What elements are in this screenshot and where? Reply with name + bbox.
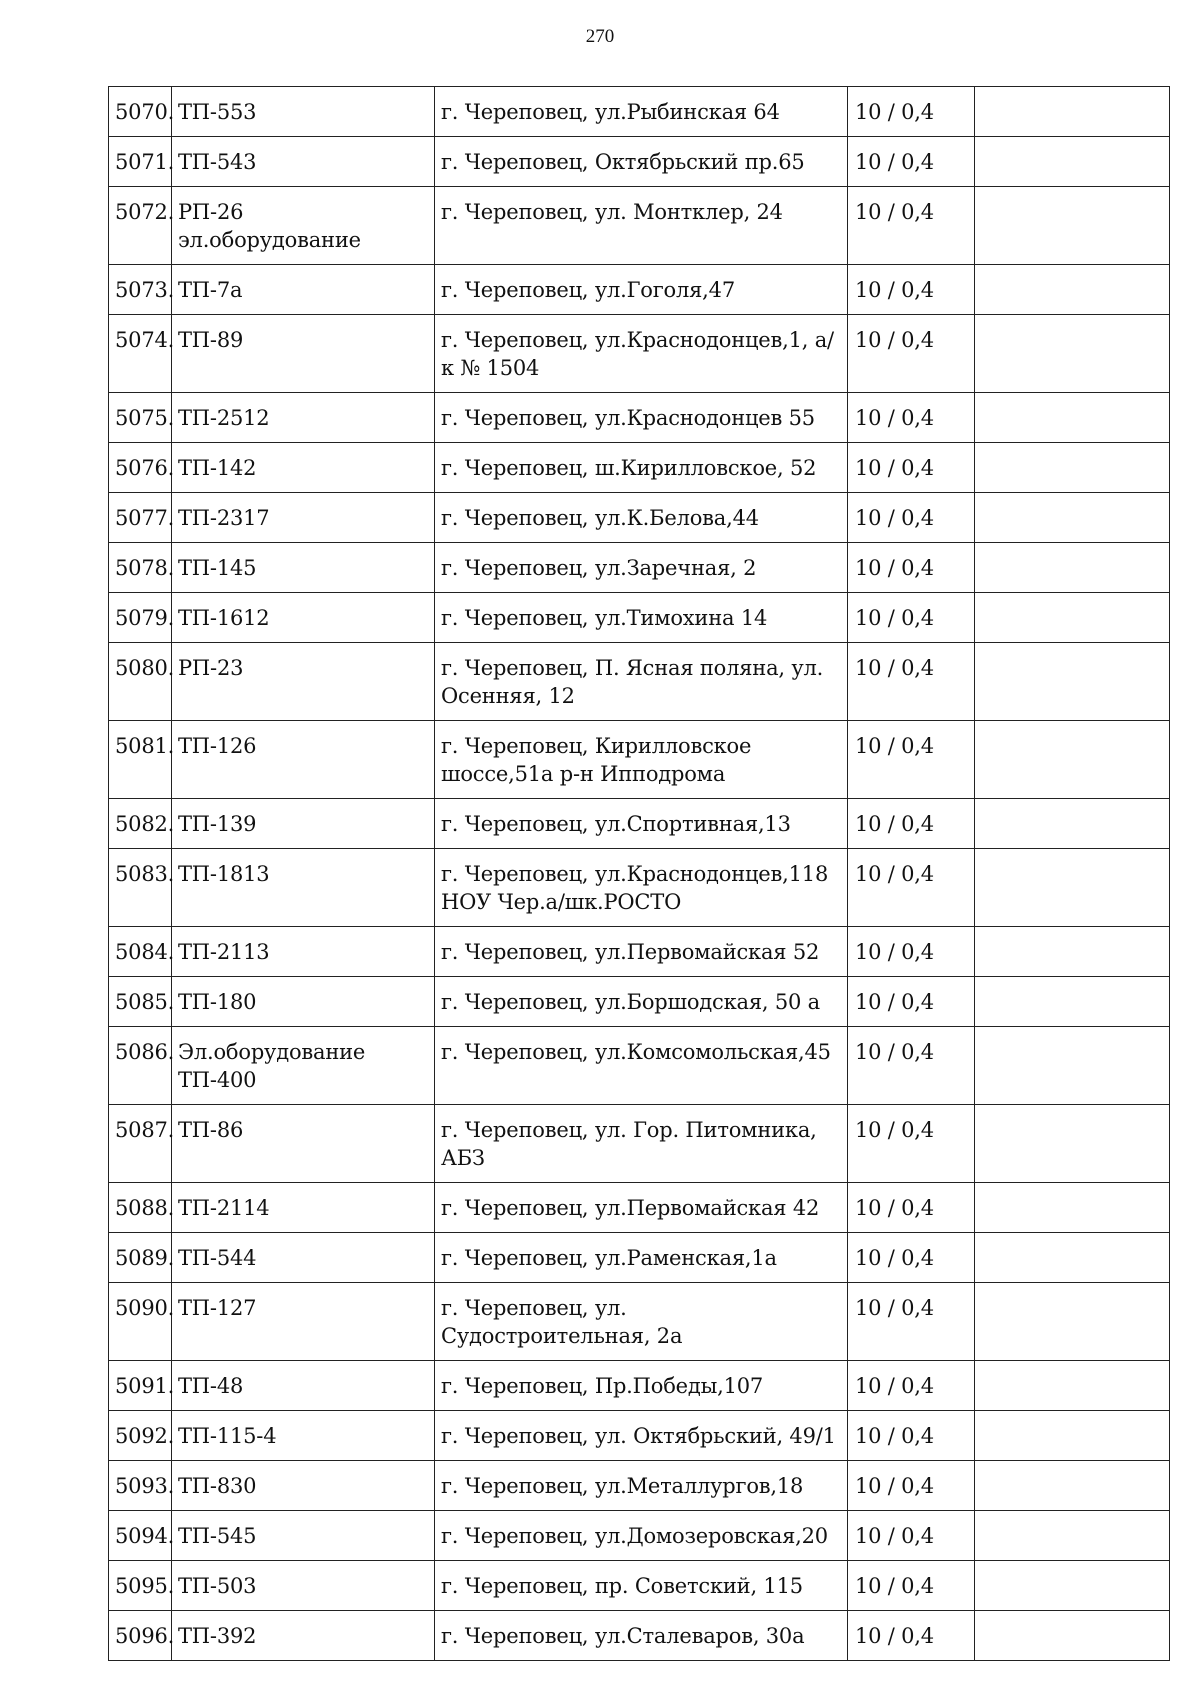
object-name-cell: ТП-1813 (172, 849, 435, 927)
object-name-cell: ТП-89 (172, 315, 435, 393)
table-row (109, 643, 1170, 721)
table-row (109, 1461, 1170, 1511)
voltage-cell: 10 / 0,4 (848, 1611, 975, 1661)
table-row (109, 1511, 1170, 1561)
row-number-cell: 5089. (109, 1233, 172, 1283)
row-number-cell: 5081. (109, 721, 172, 799)
voltage-cell: 10 / 0,4 (848, 443, 975, 493)
row-number-cell: 5090. (109, 1283, 172, 1361)
address-cell: г. Череповец, ул.Рыбинская 64 (435, 87, 848, 137)
table-row (109, 849, 1170, 927)
notes-cell (975, 1027, 1170, 1105)
address-cell: г. Череповец, ул.Гоголя,47 (435, 265, 848, 315)
row-number-cell: 5088. (109, 1183, 172, 1233)
row-number-cell: 5078. (109, 543, 172, 593)
page-number: 270 (585, 26, 615, 47)
notes-cell (975, 1361, 1170, 1411)
row-number-cell: 5091. (109, 1361, 172, 1411)
address-cell: г. Череповец, Пр.Победы,107 (435, 1361, 848, 1411)
address-cell: г. Череповец, ул.К.Белова,44 (435, 493, 848, 543)
notes-cell (975, 1283, 1170, 1361)
address-cell: г. Череповец, ул.Комсомольская,45 (435, 1027, 848, 1105)
voltage-cell: 10 / 0,4 (848, 543, 975, 593)
table-row (109, 1027, 1170, 1105)
voltage-cell: 10 / 0,4 (848, 1233, 975, 1283)
row-number-cell: 5084. (109, 927, 172, 977)
voltage-cell: 10 / 0,4 (848, 493, 975, 543)
address-cell: г. Череповец, ул. Гор. Питомника, АБЗ (435, 1105, 848, 1183)
notes-cell (975, 493, 1170, 543)
notes-cell (975, 1511, 1170, 1561)
object-name-cell: ТП-503 (172, 1561, 435, 1611)
table-row (109, 315, 1170, 393)
table-row (109, 443, 1170, 493)
voltage-cell: 10 / 0,4 (848, 1283, 975, 1361)
row-number-cell: 5075. (109, 393, 172, 443)
voltage-cell: 10 / 0,4 (848, 87, 975, 137)
object-name-cell: ТП-139 (172, 799, 435, 849)
object-name-cell: ТП-127 (172, 1283, 435, 1361)
row-number-cell: 5086. (109, 1027, 172, 1105)
object-name-cell: ТП-544 (172, 1233, 435, 1283)
object-name-cell: ТП-545 (172, 1511, 435, 1561)
voltage-cell: 10 / 0,4 (848, 1461, 975, 1511)
object-name-cell: ТП-553 (172, 87, 435, 137)
row-number-cell: 5096. (109, 1611, 172, 1661)
object-name-cell: ТП-392 (172, 1611, 435, 1661)
notes-cell (975, 593, 1170, 643)
address-cell: г. Череповец, ул.Краснодонцев,118 НОУ Чер.а/шк.РОСТО (435, 849, 848, 927)
object-name-cell: ТП-543 (172, 137, 435, 187)
address-cell: г. Череповец, ул.Сталеваров, 30а (435, 1611, 848, 1661)
voltage-cell: 10 / 0,4 (848, 1511, 975, 1561)
address-cell: г. Череповец, ул.Спортивная,13 (435, 799, 848, 849)
table-row (109, 87, 1170, 137)
voltage-cell: 10 / 0,4 (848, 1361, 975, 1411)
table-row (109, 493, 1170, 543)
notes-cell (975, 315, 1170, 393)
table-row (109, 799, 1170, 849)
row-number-cell: 5077. (109, 493, 172, 543)
notes-cell (975, 721, 1170, 799)
notes-cell (975, 187, 1170, 265)
row-number-cell: 5072. (109, 187, 172, 265)
object-name-cell: Эл.оборудование ТП-400 (172, 1027, 435, 1105)
voltage-cell: 10 / 0,4 (848, 137, 975, 187)
notes-cell (975, 643, 1170, 721)
object-name-cell: ТП-126 (172, 721, 435, 799)
object-name-cell: ТП-2512 (172, 393, 435, 443)
notes-cell (975, 137, 1170, 187)
voltage-cell: 10 / 0,4 (848, 643, 975, 721)
row-number-cell: 5083. (109, 849, 172, 927)
table-row (109, 393, 1170, 443)
notes-cell (975, 799, 1170, 849)
table-row (109, 593, 1170, 643)
voltage-cell: 10 / 0,4 (848, 593, 975, 643)
row-number-cell: 5095. (109, 1561, 172, 1611)
voltage-cell: 10 / 0,4 (848, 927, 975, 977)
notes-cell (975, 1411, 1170, 1461)
address-cell: г. Череповец, ул. Судостроительная, 2а (435, 1283, 848, 1361)
object-name-cell: ТП-2317 (172, 493, 435, 543)
table-row (109, 977, 1170, 1027)
address-cell: г. Череповец, ул.Краснодонцев 55 (435, 393, 848, 443)
property-register-table (108, 86, 1170, 1661)
object-name-cell: ТП-830 (172, 1461, 435, 1511)
object-name-cell: ТП-7а (172, 265, 435, 315)
notes-cell (975, 927, 1170, 977)
address-cell: г. Череповец, ул.Раменская,1а (435, 1233, 848, 1283)
row-number-cell: 5079. (109, 593, 172, 643)
notes-cell (975, 1233, 1170, 1283)
object-name-cell: РП-26 эл.оборудование (172, 187, 435, 265)
table-row (109, 137, 1170, 187)
voltage-cell: 10 / 0,4 (848, 393, 975, 443)
address-cell: г. Череповец, ул.Домозеровская,20 (435, 1511, 848, 1561)
notes-cell (975, 543, 1170, 593)
voltage-cell: 10 / 0,4 (848, 1411, 975, 1461)
voltage-cell: 10 / 0,4 (848, 187, 975, 265)
notes-cell (975, 1461, 1170, 1511)
voltage-cell: 10 / 0,4 (848, 1105, 975, 1183)
notes-cell (975, 443, 1170, 493)
address-cell: г. Череповец, ул. Октябрьский, 49/1 (435, 1411, 848, 1461)
row-number-cell: 5076. (109, 443, 172, 493)
address-cell: г. Череповец, Кирилловское шоссе,51а р-н Ипподрома (435, 721, 848, 799)
voltage-cell: 10 / 0,4 (848, 849, 975, 927)
row-number-cell: 5087. (109, 1105, 172, 1183)
address-cell: г. Череповец, ул.Краснодонцев,1, а/к № 1504 (435, 315, 848, 393)
notes-cell (975, 393, 1170, 443)
table-row (109, 927, 1170, 977)
address-cell: г. Череповец, Октябрьский пр.65 (435, 137, 848, 187)
register-table-body (109, 87, 1170, 1661)
notes-cell (975, 977, 1170, 1027)
address-cell: г. Череповец, пр. Советский, 115 (435, 1561, 848, 1611)
address-cell: г. Череповец, ул.Металлургов,18 (435, 1461, 848, 1511)
object-name-cell: ТП-142 (172, 443, 435, 493)
notes-cell (975, 1105, 1170, 1183)
voltage-cell: 10 / 0,4 (848, 1561, 975, 1611)
table-row (109, 721, 1170, 799)
table-row (109, 543, 1170, 593)
object-name-cell: ТП-86 (172, 1105, 435, 1183)
object-name-cell: ТП-48 (172, 1361, 435, 1411)
voltage-cell: 10 / 0,4 (848, 265, 975, 315)
object-name-cell: ТП-2113 (172, 927, 435, 977)
notes-cell (975, 1611, 1170, 1661)
table-row (109, 1183, 1170, 1233)
object-name-cell: ТП-1612 (172, 593, 435, 643)
address-cell: г. Череповец, ул.Первомайская 52 (435, 927, 848, 977)
object-name-cell: ТП-115-4 (172, 1411, 435, 1461)
notes-cell (975, 1561, 1170, 1611)
notes-cell (975, 265, 1170, 315)
object-name-cell: ТП-180 (172, 977, 435, 1027)
address-cell: г. Череповец, ул.Первомайская 42 (435, 1183, 848, 1233)
voltage-cell: 10 / 0,4 (848, 799, 975, 849)
row-number-cell: 5070. (109, 87, 172, 137)
table-row (109, 1611, 1170, 1661)
row-number-cell: 5082. (109, 799, 172, 849)
object-name-cell: ТП-145 (172, 543, 435, 593)
address-cell: г. Череповец, ул.Заречная, 2 (435, 543, 848, 593)
table-row (109, 1105, 1170, 1183)
address-cell: г. Череповец, ул.Тимохина 14 (435, 593, 848, 643)
table-row (109, 1561, 1170, 1611)
table-row (109, 187, 1170, 265)
row-number-cell: 5085. (109, 977, 172, 1027)
object-name-cell: ТП-2114 (172, 1183, 435, 1233)
table-row (109, 1233, 1170, 1283)
voltage-cell: 10 / 0,4 (848, 1027, 975, 1105)
row-number-cell: 5073. (109, 265, 172, 315)
row-number-cell: 5092. (109, 1411, 172, 1461)
address-cell: г. Череповец, П. Ясная поляна, ул. Осенняя, 12 (435, 643, 848, 721)
voltage-cell: 10 / 0,4 (848, 977, 975, 1027)
notes-cell (975, 849, 1170, 927)
object-name-cell: РП-23 (172, 643, 435, 721)
table-row (109, 1411, 1170, 1461)
table-row (109, 265, 1170, 315)
row-number-cell: 5074. (109, 315, 172, 393)
row-number-cell: 5080. (109, 643, 172, 721)
notes-cell (975, 87, 1170, 137)
table-row (109, 1283, 1170, 1361)
address-cell: г. Череповец, ул. Монтклер, 24 (435, 187, 848, 265)
voltage-cell: 10 / 0,4 (848, 315, 975, 393)
voltage-cell: 10 / 0,4 (848, 1183, 975, 1233)
table-row (109, 1361, 1170, 1411)
row-number-cell: 5071. (109, 137, 172, 187)
voltage-cell: 10 / 0,4 (848, 721, 975, 799)
address-cell: г. Череповец, ш.Кирилловское, 52 (435, 443, 848, 493)
row-number-cell: 5093. (109, 1461, 172, 1511)
row-number-cell: 5094. (109, 1511, 172, 1561)
notes-cell (975, 1183, 1170, 1233)
address-cell: г. Череповец, ул.Боршодская, 50 а (435, 977, 848, 1027)
